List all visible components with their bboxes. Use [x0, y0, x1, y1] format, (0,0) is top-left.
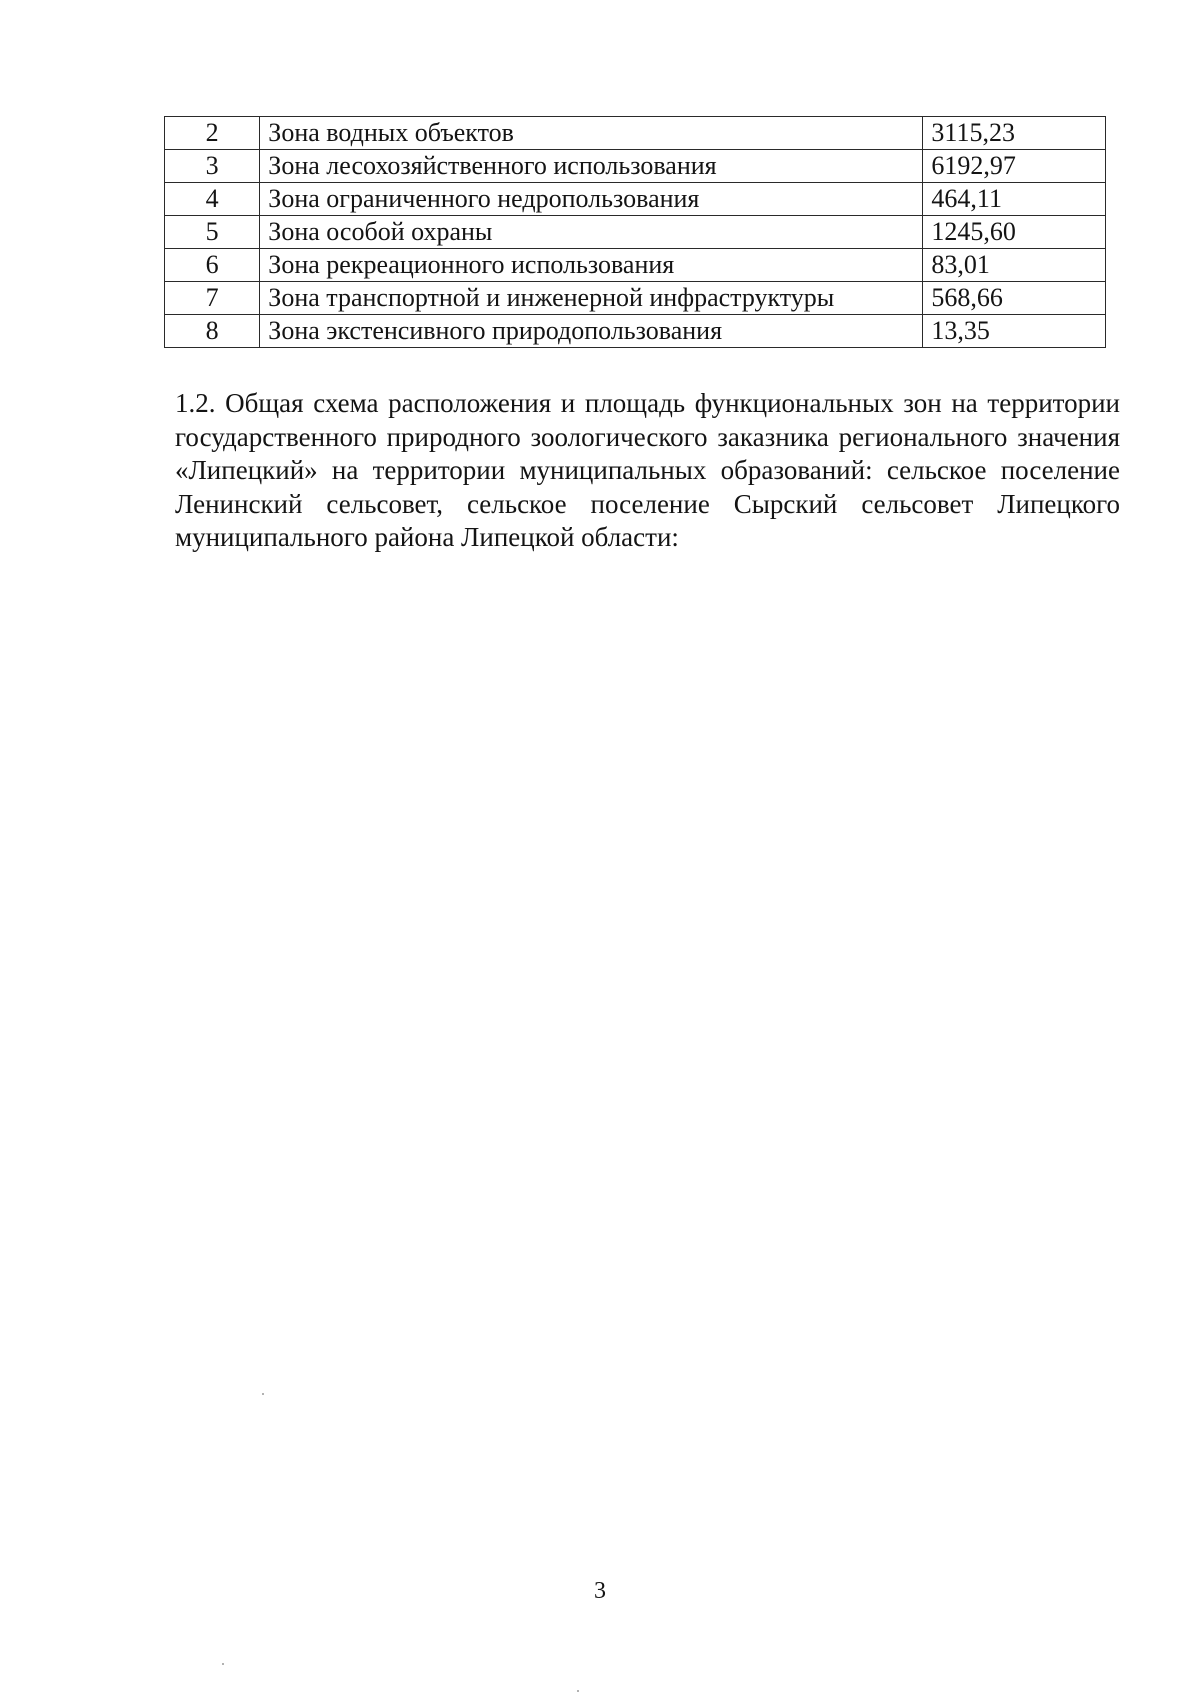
zone-area: 568,66	[923, 282, 1106, 315]
zones-area-table	[164, 116, 1106, 348]
zone-area: 13,35	[923, 315, 1106, 348]
table-row	[165, 249, 1106, 282]
zone-number: 7	[165, 282, 260, 315]
zone-area: 1245,60	[923, 216, 1106, 249]
zone-number: 3	[165, 150, 260, 183]
section-paragraph: 1.2. Общая схема расположения и площадь функциональных зон на территории государственного природного зоологического заказника регионального значения «Липецкий» на территории муниципальных образований: сельское поселение Ленинский сельсовет, сельское поселение Сырский сельсовет Липецкого муниципального района Липецкой области:	[175, 388, 1120, 552]
zone-name: Зона ограниченного недропользования	[260, 183, 923, 216]
zone-number: 2	[165, 117, 260, 150]
zone-name: Зона транспортной и инженерной инфраструктуры	[260, 282, 923, 315]
page-number: 3	[594, 1578, 606, 1604]
zone-name: Зона экстенсивного природопользования	[260, 315, 923, 348]
zone-name: Зона особой охраны	[260, 216, 923, 249]
scan-speck	[222, 1663, 224, 1665]
table-row	[165, 150, 1106, 183]
zone-name: Зона лесохозяйственного использования	[260, 150, 923, 183]
scan-speck	[577, 1690, 579, 1692]
zone-number: 8	[165, 315, 260, 348]
zone-area: 3115,23	[923, 117, 1106, 150]
table-row	[165, 117, 1106, 150]
zone-number: 5	[165, 216, 260, 249]
scan-speck	[262, 1393, 264, 1395]
zone-name: Зона рекреационного использования	[260, 249, 923, 282]
zone-name: Зона водных объектов	[260, 117, 923, 150]
zone-number: 6	[165, 249, 260, 282]
zone-number: 4	[165, 183, 260, 216]
table-row	[165, 315, 1106, 348]
table-row	[165, 282, 1106, 315]
table-row	[165, 216, 1106, 249]
zone-area: 6192,97	[923, 150, 1106, 183]
zone-area: 464,11	[923, 183, 1106, 216]
zone-area: 83,01	[923, 249, 1106, 282]
table-row	[165, 183, 1106, 216]
